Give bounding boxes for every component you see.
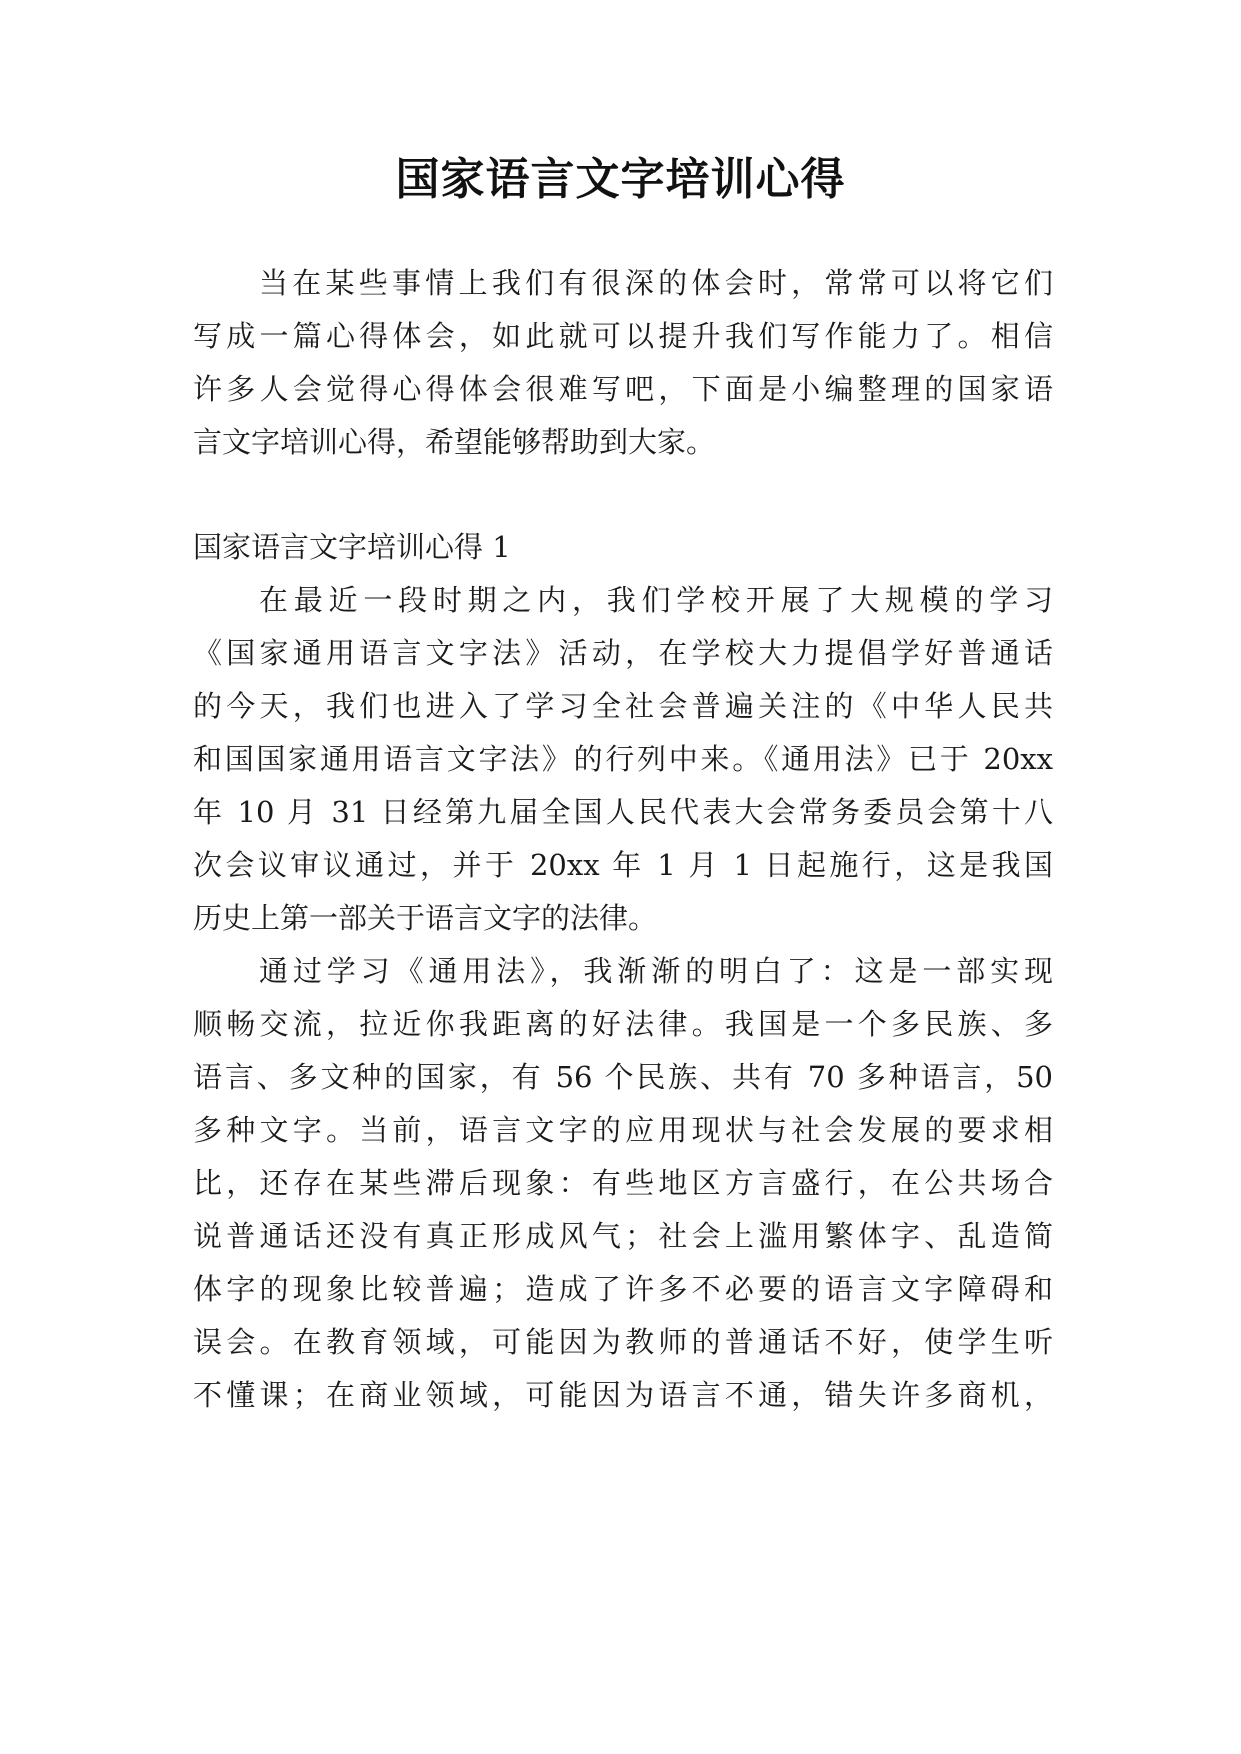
paragraph-2-line: 多种文字。当前，语言文字的应用现状与社会发展的要求相 bbox=[193, 1113, 1053, 1147]
document-title: 国家语言文字培训心得 bbox=[395, 154, 846, 205]
paragraph-1-line: 次会议审议通过，并于 20xx 年 1 月 1 日起施行，这是我国 bbox=[193, 848, 1053, 882]
paragraph-2-line: 语言、多文种的国家，有 56 个民族、共有 70 多种语言，50 bbox=[193, 1060, 1054, 1094]
paragraph-2-line: 不懂课；在商业领域，可能因为语言不通，错失许多商机， bbox=[193, 1378, 1053, 1412]
intro-line: 当在某些事情上我们有很深的体会时，常常可以将它们 bbox=[259, 266, 1053, 300]
paragraph-1-line: 的今天，我们也进入了学习全社会普遍关注的《中华人民共 bbox=[193, 689, 1053, 723]
paragraph-2-line: 误会。在教育领域，可能因为教师的普通话不好，使学生听 bbox=[193, 1325, 1053, 1359]
paragraph-1-line: 在最近一段时期之内，我们学校开展了大规模的学习 bbox=[259, 583, 1053, 617]
paragraph-1-line: 和国国家通用语言文字法》的行列中来。《通用法》已于 20xx bbox=[193, 742, 1053, 776]
paragraph-2-line: 体字的现象比较普遍；造成了许多不必要的语言文字障碍和 bbox=[193, 1272, 1053, 1306]
intro-line: 写成一篇心得体会，如此就可以提升我们写作能力了。相信 bbox=[193, 319, 1053, 353]
paragraph-2-line: 顺畅交流，拉近你我距离的好法律。我国是一个多民族、多 bbox=[193, 1007, 1053, 1041]
section-heading: 国家语言文字培训心得 1 bbox=[193, 530, 511, 564]
paragraph-2-line: 通过学习《通用法》，我渐渐的明白了：这是一部实现 bbox=[259, 954, 1053, 988]
intro-line: 许多人会觉得心得体会很难写吧，下面是小编整理的国家语 bbox=[193, 372, 1053, 406]
paragraph-1-line: 《国家通用语言文字法》活动，在学校大力提倡学好普通话 bbox=[193, 636, 1053, 670]
paragraph-2-line: 比，还存在某些滞后现象：有些地区方言盛行，在公共场合 bbox=[193, 1166, 1053, 1200]
paragraph-1-line: 历史上第一部关于语言文字的法律。 bbox=[193, 901, 658, 935]
paragraph-2-line: 说普通话还没有真正形成风气；社会上滥用繁体字、乱造简 bbox=[193, 1219, 1053, 1253]
intro-line: 言文字培训心得，希望能够帮助到大家。 bbox=[193, 425, 716, 459]
paragraph-1-line: 年 10 月 31 日经第九届全国人民代表大会常务委员会第十八 bbox=[193, 795, 1053, 829]
